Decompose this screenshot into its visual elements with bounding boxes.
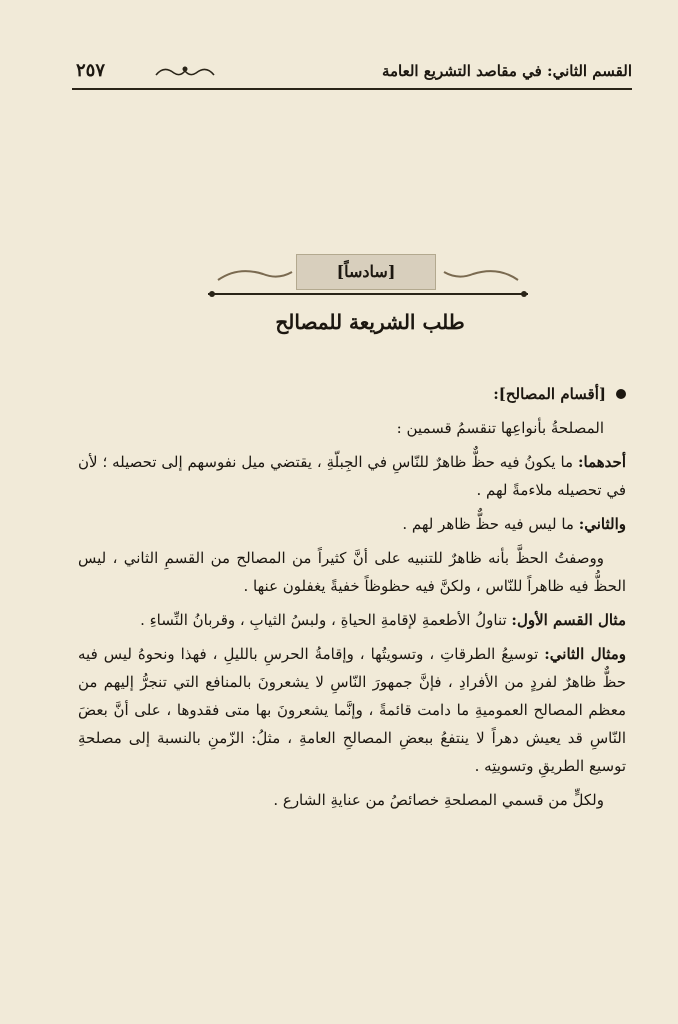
page-number: ٢٥٧ [76,60,106,81]
page-header [72,56,632,90]
second-type-label: والثاني: [578,515,626,533]
example-first-paragraph [78,606,626,634]
intro-paragraph: المصلحةُ بأنواعِها تنقسمُ قسمين : [396,419,604,437]
first-type-paragraph [78,448,626,504]
section-title: طلب الشريعة للمصالح [275,310,465,334]
description-paragraph: ووصفتُ الحظَّ بأنه ظاهرٌ للتنبيه على أنَّ كثيراً من المصالح من القسمِ الثاني ، ليس الحظُّ فيه ظاهراً للنّاس ، ولكنَّ فيه حظوظاً خفيةً يغفلون عنها . [78,549,626,595]
example-second-paragraph [78,640,626,780]
running-title: القسم الثاني: في مقاصد التشريع العامة [381,62,632,80]
example-first-text: تناولُ الأطعمةِ لإقامةِ الحياةِ ، ولبسُ الثيابِ ، وقربانُ النِّساءِ . [140,611,512,629]
example-second-label: ومثال الثاني: [544,645,626,663]
section-number-badge: [سادساً] [296,254,436,290]
example-second-text: توسيعُ الطرقاتِ ، وتسويتُها ، وإقامةُ الحرسِ بالليلِ ، فهذا ونحوهُ ليس فيه حظٌّ ظاهرٌ لفردٍ من الأفرادِ ، فإنَّ جمهورَ النّاسِ لا يشعرونَ بالمنافع التي تنجرُّ إليهم من معظم المصالح العموميةِ ما دامت قائمةً ، وإنَّما يشعرونَ بها متى فقدوها ، على أنَّ بعضَ النّاسِ قد يعيش دهراً لا ينتفعُ ببعضِ المصالحِ العامةِ ، مثلُ: الزّمنِ بالنسبة إلى مصلحةِ توسيع الطريقِ وتسويتِه . [78,645,626,775]
second-type-paragraph [78,510,626,538]
bullet-icon [616,389,626,399]
subheading [78,380,626,408]
header-ornament-icon [154,63,216,81]
body-text [78,380,626,820]
example-first-label: مثال القسم الأول: [511,611,626,629]
closing-paragraph: ولكلٍّ من قسمي المصلحةِ خصائصُ من عنايةِ الشارع . [273,791,604,809]
first-type-text: ما يكونُ فيه حظٌّ ظاهرٌ للنّاسِ في الجِبلّةِ ، يقتضي ميل نفوسهم إلى تحصيله ؛ لأن في تحصيله ملاءمةً لهم . [78,453,626,499]
subheading-text: [أقسام المصالح]: [493,385,606,403]
first-type-label: أحدهما: [577,453,626,471]
second-type-text: ما ليس فيه حظٌّ ظاهر لهم . [402,515,579,533]
